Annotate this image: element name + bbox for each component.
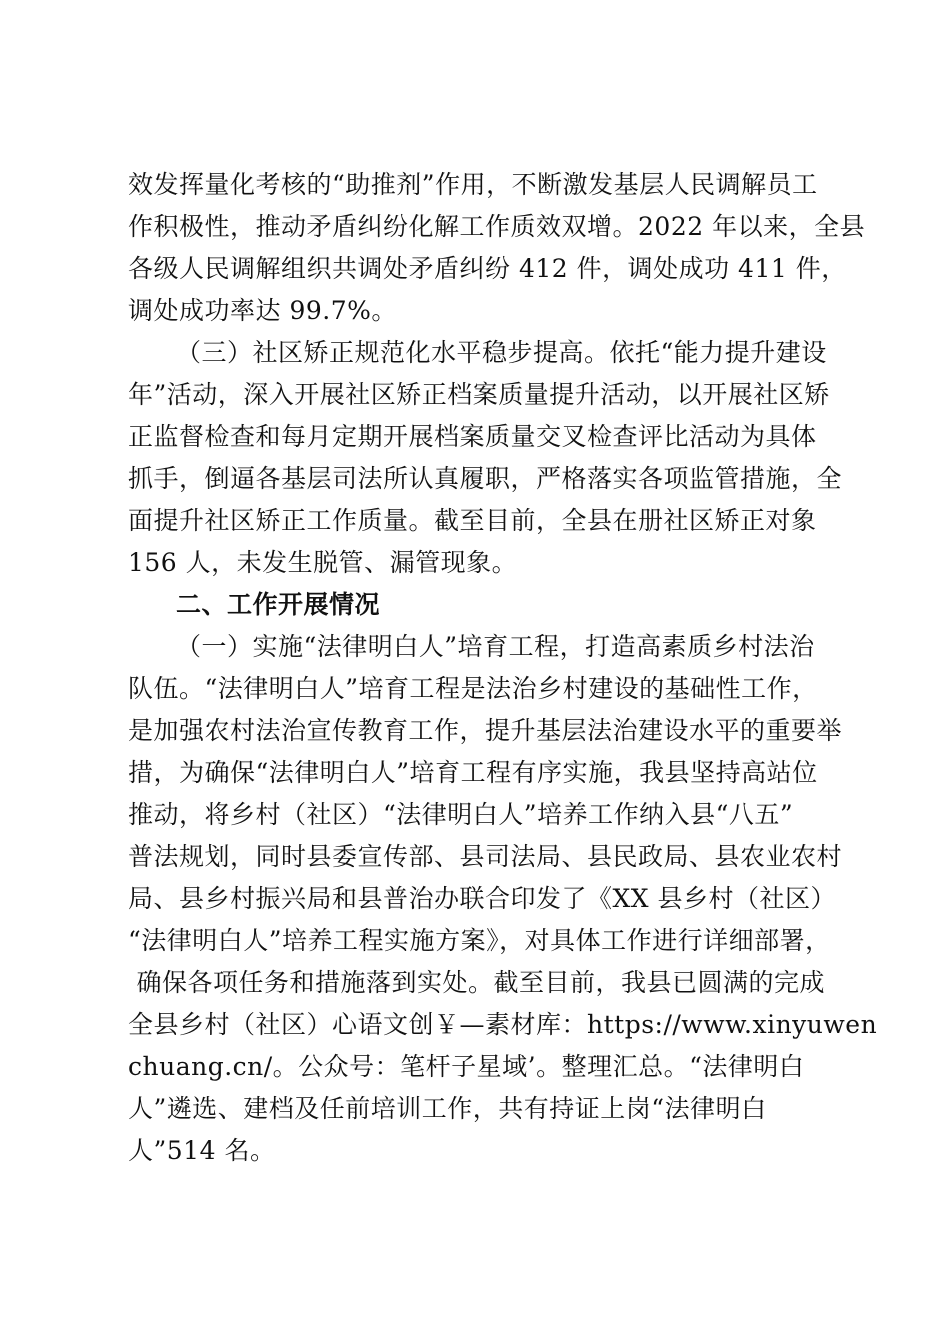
text-line: 局、县乡村振兴局和县普治办联合印发了《XX 县乡村（社区） bbox=[128, 884, 837, 913]
text-line: 确保各项任务和措施落到实处。截至目前，我县已圆满的完成 bbox=[128, 968, 825, 997]
text-line: 效发挥量化考核的“助推剂”作用，不断激发基层人民调解员工 bbox=[128, 170, 818, 199]
text-line: “法律明白人”培养工程实施方案》，对具体工作进行详细部署， bbox=[128, 926, 831, 955]
section-heading: 二、工作开展情况 bbox=[176, 590, 381, 619]
text-line: 抓手，倒逼各基层司法所认真履职，严格落实各项监管措施，全 bbox=[128, 464, 843, 493]
text-line: chuang.cn/。公众号：笔杆子星域’。整理汇总。“法律明白 bbox=[128, 1052, 805, 1081]
text-line: 措，为确保“法律明白人”培育工程有序实施，我县坚持高站位 bbox=[128, 758, 818, 787]
text-line: （三）社区矫正规范化水平稳步提高。依托“能力提升建设 bbox=[176, 338, 827, 367]
text-line: （一）实施“法律明白人”培育工程，打造高素质乡村法治 bbox=[176, 632, 815, 661]
text-line: 作积极性，推动矛盾纠纷化解工作质效双增。2022 年以来，全县 bbox=[128, 212, 866, 241]
text-line: 面提升社区矫正工作质量。截至目前，全县在册社区矫正对象 bbox=[128, 506, 817, 535]
text-line: 人”514 名。 bbox=[128, 1136, 276, 1165]
text-line: 普法规划，同时县委宣传部、县司法局、县民政局、县农业农村 bbox=[128, 842, 843, 871]
text-line: 调处成功率达 99.7%。 bbox=[128, 296, 397, 325]
text-line: 156 人，未发生脱管、漏管现象。 bbox=[128, 548, 518, 577]
text-line: 各级人民调解组织共调处矛盾纠纷 412 件，调处成功 411 件， bbox=[128, 254, 847, 283]
text-line: 全县乡村（社区）心语文创￥—素材库：https://www.xinyuwen bbox=[128, 1010, 878, 1039]
text-line: 推动，将乡村（社区）“法律明白人”培养工作纳入县“八五” bbox=[128, 800, 794, 829]
text-line: 是加强农村法治宣传教育工作，提升基层法治建设水平的重要举 bbox=[128, 716, 843, 745]
text-line: 人”遴选、建档及任前培训工作，共有持证上岗“法律明白 bbox=[128, 1094, 767, 1123]
text-line: 年”活动，深入开展社区矫正档案质量提升活动，以开展社区矫 bbox=[128, 380, 830, 409]
text-line: 队伍。“法律明白人”培育工程是法治乡村建设的基础性工作， bbox=[128, 674, 818, 703]
text-line: 正监督检查和每月定期开展档案质量交叉检查评比活动为具体 bbox=[128, 422, 817, 451]
